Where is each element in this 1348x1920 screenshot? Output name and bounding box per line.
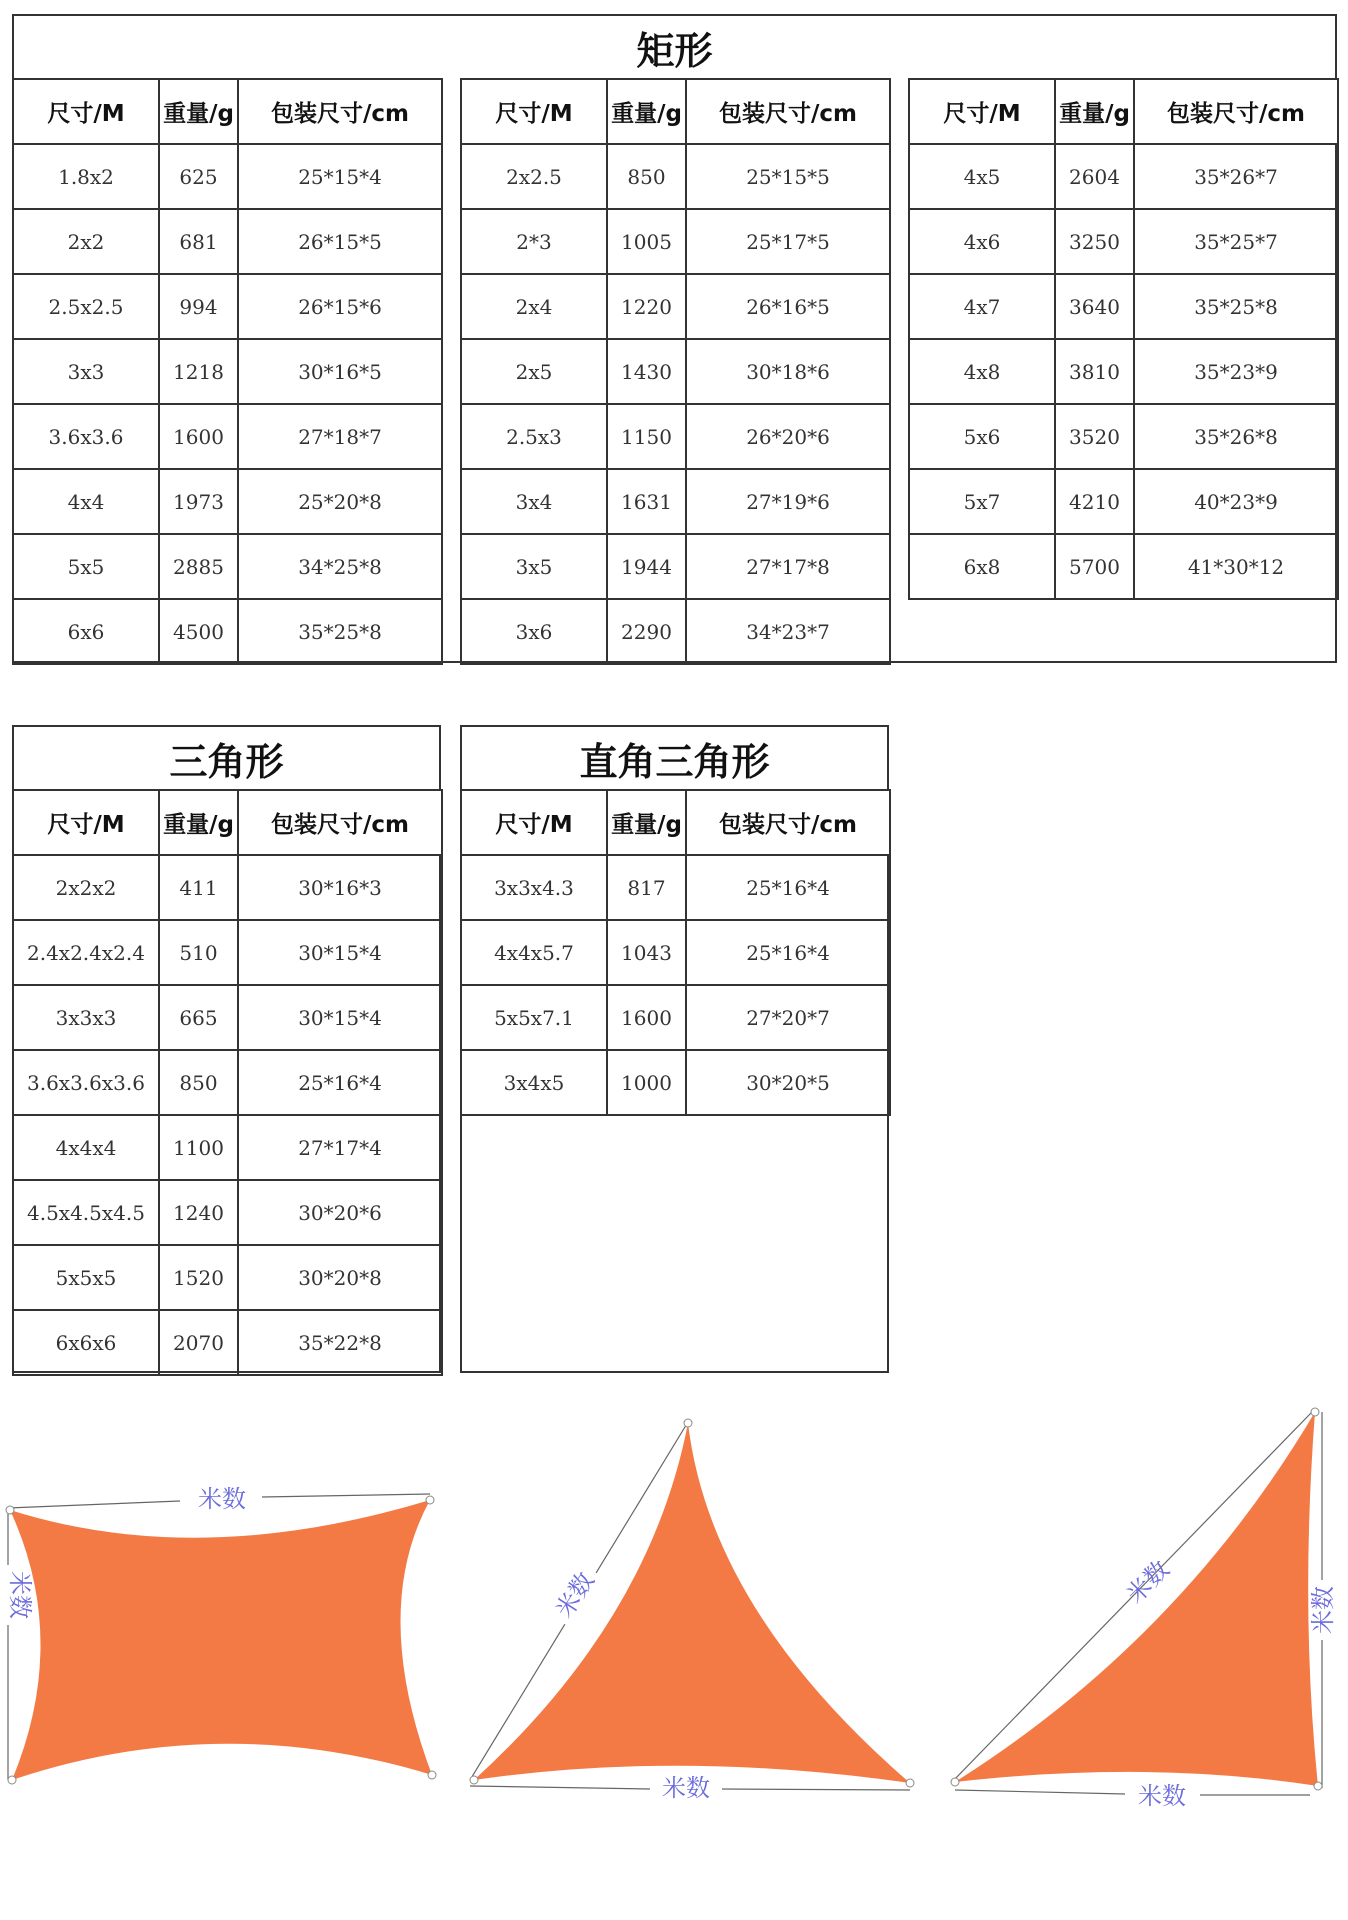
package-size-cell: 41*30*12	[1134, 534, 1338, 599]
size-cell: 2.4x2.4x2.4	[13, 920, 159, 985]
weight-cell: 510	[159, 920, 238, 985]
package-size-cell: 26*15*5	[238, 209, 442, 274]
weight-cell: 2885	[159, 534, 238, 599]
size-cell: 3x3	[13, 339, 159, 404]
weight-cell: 3640	[1055, 274, 1134, 339]
table-row	[13, 534, 442, 599]
size-cell: 3x3x4.3	[461, 855, 607, 920]
size-cell: 3x3x3	[13, 985, 159, 1050]
table-row	[461, 469, 890, 534]
size-cell: 3.6x3.6x3.6	[13, 1050, 159, 1115]
size-cell: 3x4x5	[461, 1050, 607, 1115]
size-cell: 4x4x4	[13, 1115, 159, 1180]
table-row	[13, 855, 442, 920]
table-row	[13, 1180, 442, 1245]
weight-cell: 1973	[159, 469, 238, 534]
package-size-cell: 25*16*4	[238, 1050, 442, 1115]
right-triangle-title: 直角三角形	[579, 739, 770, 784]
size-cell: 4.5x4.5x4.5	[13, 1180, 159, 1245]
table-row	[13, 469, 442, 534]
table-header-row	[461, 79, 890, 144]
package-size-cell: 35*26*8	[1134, 404, 1338, 469]
package-size-cell: 25*16*4	[686, 855, 890, 920]
table-row	[909, 339, 1338, 404]
weight-cell: 1043	[607, 920, 686, 985]
weight-cell: 850	[159, 1050, 238, 1115]
size-cell: 5x5x7.1	[461, 985, 607, 1050]
package-size-cell: 25*15*5	[686, 144, 890, 209]
size-cell: 4x6	[909, 209, 1055, 274]
package-size-cell: 35*25*8	[238, 599, 442, 664]
size-cell: 3x6	[461, 599, 607, 664]
weight-header: 重量/g	[159, 79, 238, 144]
package-size-cell: 34*23*7	[686, 599, 890, 664]
table-row	[461, 404, 890, 469]
table-row	[13, 144, 442, 209]
size-cell: 6x6x6	[13, 1310, 159, 1375]
table-row	[13, 274, 442, 339]
package-size-cell: 25*17*5	[686, 209, 890, 274]
right-triangle-base-label: 米数	[1138, 1782, 1186, 1810]
table-row	[909, 404, 1338, 469]
package-size-cell: 30*16*5	[238, 339, 442, 404]
table-row	[909, 469, 1338, 534]
package-size-cell: 25*15*4	[238, 144, 442, 209]
table-row	[461, 985, 890, 1050]
size-cell: 2x5	[461, 339, 607, 404]
package-size-cell: 35*25*8	[1134, 274, 1338, 339]
table-row	[13, 599, 442, 664]
right-triangle-sail-diagram	[951, 1408, 1337, 1810]
size-cell: 3x5	[461, 534, 607, 599]
table-row	[13, 404, 442, 469]
table-row	[461, 274, 890, 339]
table-header-row	[461, 790, 890, 855]
right-triangle-height-label: 米数	[1309, 1586, 1337, 1634]
package-size-cell: 26*16*5	[686, 274, 890, 339]
weight-cell: 1100	[159, 1115, 238, 1180]
package-size-header: 包装尺寸/cm	[686, 79, 890, 144]
package-size-cell: 35*25*7	[1134, 209, 1338, 274]
table-row	[461, 1050, 890, 1115]
size-cell: 6x8	[909, 534, 1055, 599]
size-cell: 4x7	[909, 274, 1055, 339]
rectangle-width-label: 米数	[198, 1485, 246, 1513]
triangle-base-label: 米数	[662, 1774, 710, 1802]
package-size-cell: 30*15*4	[238, 985, 442, 1050]
size-cell: 2.5x2.5	[13, 274, 159, 339]
package-size-header: 包装尺寸/cm	[238, 790, 442, 855]
package-size-header: 包装尺寸/cm	[1134, 79, 1338, 144]
table-row	[13, 1050, 442, 1115]
size-cell: 3x4	[461, 469, 607, 534]
size-cell: 5x6	[909, 404, 1055, 469]
weight-cell: 1600	[159, 404, 238, 469]
weight-cell: 1150	[607, 404, 686, 469]
table-row	[13, 1310, 442, 1375]
weight-cell: 3810	[1055, 339, 1134, 404]
size-cell: 2*3	[461, 209, 607, 274]
size-cell: 2x2.5	[461, 144, 607, 209]
package-size-cell: 27*17*8	[686, 534, 890, 599]
package-size-cell: 30*20*5	[686, 1050, 890, 1115]
weight-cell: 2290	[607, 599, 686, 664]
rectangle-height-label: 米数	[6, 1571, 34, 1619]
size-header: 尺寸/M	[13, 79, 159, 144]
size-cell: 4x5	[909, 144, 1055, 209]
table-header-row	[13, 790, 442, 855]
right-triangle-table	[460, 789, 891, 1116]
weight-cell: 1430	[607, 339, 686, 404]
weight-header: 重量/g	[607, 79, 686, 144]
rectangle-sail-diagram	[6, 1485, 436, 1784]
weight-cell: 3250	[1055, 209, 1134, 274]
weight-cell: 411	[159, 855, 238, 920]
weight-cell: 817	[607, 855, 686, 920]
package-size-cell: 30*20*8	[238, 1245, 442, 1310]
shape-diagrams	[0, 1390, 1348, 1820]
weight-cell: 1520	[159, 1245, 238, 1310]
weight-cell: 4500	[159, 599, 238, 664]
table-row	[461, 534, 890, 599]
right-triangle-hypotenuse-label: 米数	[1121, 1555, 1175, 1609]
table-row	[461, 855, 890, 920]
weight-header: 重量/g	[1055, 79, 1134, 144]
triangle-sail-diagram	[470, 1419, 914, 1802]
weight-cell: 850	[607, 144, 686, 209]
package-size-cell: 30*16*3	[238, 855, 442, 920]
table-row	[13, 920, 442, 985]
package-size-cell: 40*23*9	[1134, 469, 1338, 534]
package-size-cell: 27*17*4	[238, 1115, 442, 1180]
package-size-cell: 27*20*7	[686, 985, 890, 1050]
size-cell: 4x4x5.7	[461, 920, 607, 985]
rectangle-sail-shape	[10, 1500, 432, 1780]
weight-cell: 1600	[607, 985, 686, 1050]
weight-cell: 625	[159, 144, 238, 209]
package-size-header: 包装尺寸/cm	[238, 79, 442, 144]
size-header: 尺寸/M	[461, 790, 607, 855]
weight-cell: 994	[159, 274, 238, 339]
table-row	[909, 144, 1338, 209]
rectangle-table-3	[908, 78, 1339, 600]
table-header-row	[13, 79, 442, 144]
weight-cell: 1220	[607, 274, 686, 339]
package-size-cell: 35*22*8	[238, 1310, 442, 1375]
size-cell: 2x2	[13, 209, 159, 274]
package-size-cell: 30*20*6	[238, 1180, 442, 1245]
package-size-cell: 35*26*7	[1134, 144, 1338, 209]
size-cell: 1.8x2	[13, 144, 159, 209]
rectangle-table-1	[12, 78, 443, 665]
weight-cell: 1218	[159, 339, 238, 404]
package-size-cell: 25*16*4	[686, 920, 890, 985]
table-header-row	[909, 79, 1338, 144]
weight-cell: 1631	[607, 469, 686, 534]
table-row	[461, 144, 890, 209]
weight-cell: 665	[159, 985, 238, 1050]
weight-cell: 2070	[159, 1310, 238, 1375]
triangle-table	[12, 789, 443, 1376]
weight-header: 重量/g	[607, 790, 686, 855]
weight-cell: 1000	[607, 1050, 686, 1115]
package-size-cell: 34*25*8	[238, 534, 442, 599]
size-cell: 4x8	[909, 339, 1055, 404]
table-row	[13, 209, 442, 274]
size-cell: 2x4	[461, 274, 607, 339]
size-cell: 5x5	[13, 534, 159, 599]
size-header: 尺寸/M	[461, 79, 607, 144]
package-size-cell: 35*23*9	[1134, 339, 1338, 404]
table-row	[909, 534, 1338, 599]
size-cell: 3.6x3.6	[13, 404, 159, 469]
size-cell: 4x4	[13, 469, 159, 534]
weight-cell: 1944	[607, 534, 686, 599]
package-size-cell: 30*18*6	[686, 339, 890, 404]
weight-cell: 681	[159, 209, 238, 274]
table-row	[13, 339, 442, 404]
package-size-cell: 26*20*6	[686, 404, 890, 469]
package-size-cell: 30*15*4	[238, 920, 442, 985]
table-row	[13, 1115, 442, 1180]
triangle-side-label: 米数	[550, 1567, 600, 1623]
package-size-cell: 25*20*8	[238, 469, 442, 534]
table-row	[13, 1245, 442, 1310]
table-row	[909, 209, 1338, 274]
size-cell: 6x6	[13, 599, 159, 664]
package-size-cell: 27*18*7	[238, 404, 442, 469]
package-size-header: 包装尺寸/cm	[686, 790, 890, 855]
size-header: 尺寸/M	[909, 79, 1055, 144]
size-cell: 2x2x2	[13, 855, 159, 920]
rectangle-table-2	[460, 78, 891, 665]
size-cell: 5x5x5	[13, 1245, 159, 1310]
weight-cell: 1005	[607, 209, 686, 274]
table-row	[13, 985, 442, 1050]
weight-header: 重量/g	[159, 790, 238, 855]
table-row	[461, 599, 890, 664]
rectangle-title: 矩形	[636, 28, 713, 73]
package-size-cell: 26*15*6	[238, 274, 442, 339]
table-row	[909, 274, 1338, 339]
size-cell: 5x7	[909, 469, 1055, 534]
package-size-cell: 27*19*6	[686, 469, 890, 534]
weight-cell: 2604	[1055, 144, 1134, 209]
weight-cell: 5700	[1055, 534, 1134, 599]
weight-cell: 4210	[1055, 469, 1134, 534]
weight-cell: 1240	[159, 1180, 238, 1245]
triangle-sail-shape	[474, 1423, 910, 1783]
table-row	[461, 339, 890, 404]
weight-cell: 3520	[1055, 404, 1134, 469]
size-header: 尺寸/M	[13, 790, 159, 855]
table-row	[461, 209, 890, 274]
table-row	[461, 920, 890, 985]
triangle-title: 三角形	[169, 739, 284, 784]
size-cell: 2.5x3	[461, 404, 607, 469]
